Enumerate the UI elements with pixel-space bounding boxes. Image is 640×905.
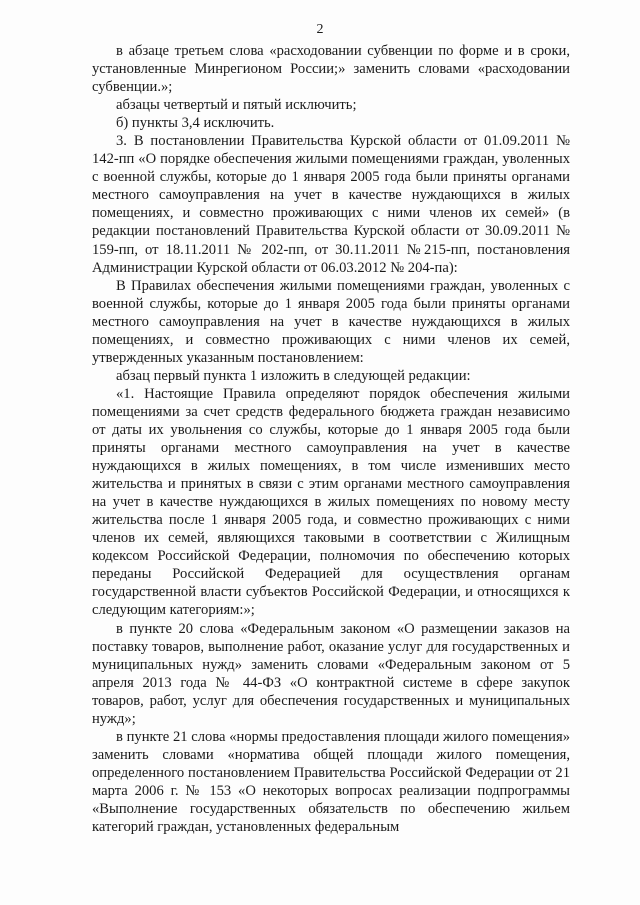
paragraph-delete-fourth-fifth: абзацы четвертый и пятый исключить; — [116, 97, 357, 114]
page-number: 2 — [316, 22, 324, 37]
paragraph-delete-points: б) пункты 3,4 исключить. — [116, 115, 275, 132]
paragraph-point-21: в пункте 21 слова «нормы предоставления площади жилого помещения» заменить словами «норматива общей площади жилого помещения, определенного постановлением Правительства Российской Федерации от 21 марта 2006 г. № 153 «О некоторых вопросах реализации подпрограммы «Выполнение государственных обязательств по обеспечению жильем категорий граждан, установленных федеральным — [92, 728, 570, 836]
paragraph-resolution-142: 3. В постановлении Правительства Курской области от 01.09.2011 № 142-пп «О порядке обеспечения жилыми помещениями граждан, уволенных с военной службы, которые до 1 января 2005 года были приняты органами местного самоуправления на учет в качестве нуждающихся в жилых помещениях, и совместно проживающих с ними членов их семей» (в редакции постановлений Правительства Курской области от 30.09.2011 № 159-пп, от 18.11.2011 № 202-пп, от 30.11.2011 №215-пп, постановления Администрации Курской области от 06.03.2012 № 204-па): — [92, 133, 570, 276]
paragraph-subvention-wording: в абзаце третьем слова «расходовании субвенции по форме и в сроки, установленные Минрегионом России;» заменить словами «расходовании субвенции.»; — [92, 43, 570, 96]
paragraph-rules-intro: В Правилах обеспечения жилыми помещениями граждан, уволенных с военной службы, которые до 1 января 2005 года были приняты органами местного самоуправления на учет в качестве нуждающихся в жилых помещениях, и совместно проживающих с ними членов их семей, утвержденных указанным постановлением: — [92, 277, 570, 366]
paragraph-point-20: в пункте 20 слова «Федеральным законом «О размещении заказов на поставку товаров, выполнение работ, оказание услуг для государственных и муниципальных нужд» заменить словами «Федеральным законом от 5 апреля 2013 года № 44-ФЗ «О контрактной системе в сфере закупок товаров, работ, услуг для обеспечения государственных и муниципальных нужд»; — [92, 620, 570, 727]
paragraph-point-1-text: «1. Настоящие Правила определяют порядок обеспечения жилыми помещениями за счет средств федерального бюджета граждан независимо от даты их увольнения со службы, которые до 1 января 2005 года были приняты органами местного самоуправления на учет в качестве нуждающихся в жилых помещениях, в том числе изменивших место жительства и принятых в связи с этим органами местного самоуправления на учет в качестве нуждающихся в жилых помещениях по новому месту жительства после 1 января 2005 года, и совместно проживающих с ними членов их семей, являющихся таковыми в соответствии с Жилищным кодексом Российской Федерации, полномочия по обеспечению которых переданы Российской Федерацией для осуществления органам государственной власти субъектов Российской Федерации, и относящихся к следующим категориям:»; — [92, 385, 570, 619]
document-body — [92, 42, 570, 836]
paragraph-point-1-intro: абзац первый пункта 1 изложить в следующей редакции: — [116, 367, 471, 384]
